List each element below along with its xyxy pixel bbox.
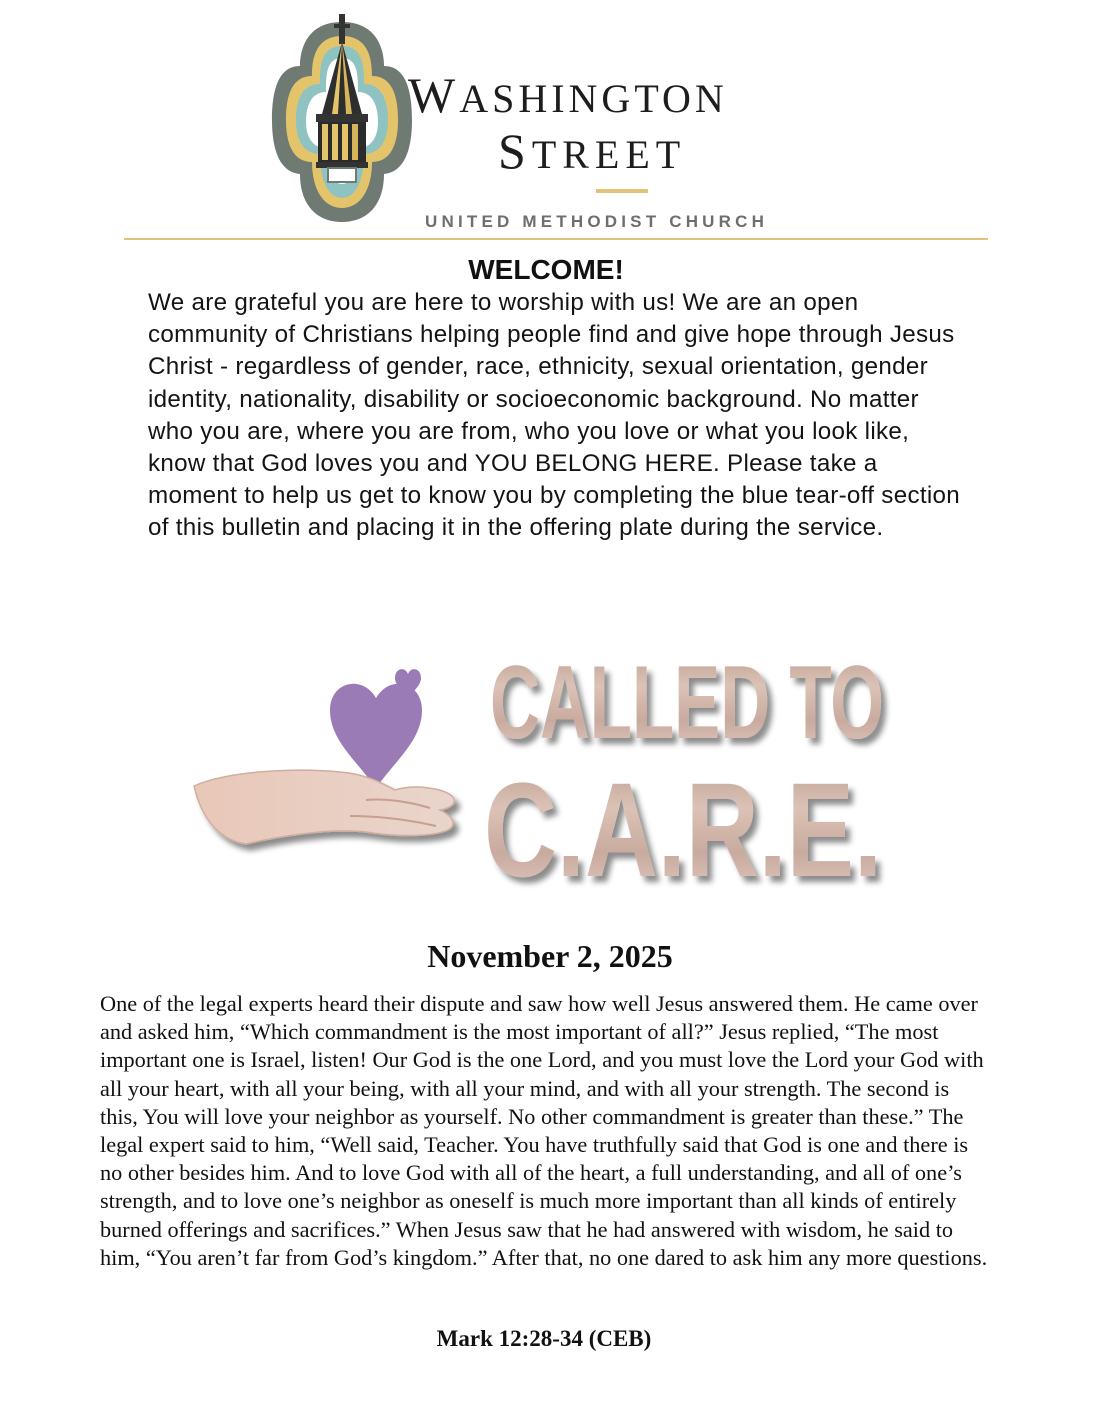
care-line1-text: CALLED TO: [490, 645, 884, 761]
church-name-line1: WASHINGTON: [408, 67, 728, 123]
steeple-icon: [272, 14, 412, 222]
care-line2-text: C.A.R.E.: [484, 756, 882, 905]
header-rule: [124, 238, 988, 240]
scripture-passage: One of the legal experts heard their dispute and saw how well Jesus answered them. He came over and asked him, “Which commandment is the most important of all?” Jesus replied, “The most important one is Israel, listen! Our God is the one Lord, and you must love the Lord your God with all your heart, with all your being, with all your mind, and with all your strength. The second is this, You will love your neighbor as yourself. No other commandment is greater than these.” The legal expert said to him, “Well said, Teacher. You have truthfully said that God is one and there is no other besides him. And to love God with all of the heart, a full understanding, and all of one’s strength, and to love one’s neighbor as oneself is much more important than all kinds of entirely burned offerings and sacrifices.” When Jesus saw that he had answered with wisdom, he said to him, “You aren’t far from God’s kingdom.” After that, no one dared to ask him any more questions.: [100, 991, 988, 1270]
church-logo: [272, 14, 412, 226]
gold-divider-dash: [596, 189, 648, 193]
called-to-care-artwork: [190, 640, 900, 905]
church-name-line2: STREET: [498, 123, 687, 179]
scripture-reference: Mark 12:28-34 (CEB): [436, 1326, 652, 1351]
service-date: November 2, 2025: [427, 938, 673, 974]
welcome-heading: WELCOME!: [468, 254, 624, 285]
open-hand-icon: [194, 770, 454, 844]
welcome-paragraph: We are grateful you are here to worship with us! We are an open community of Christians helping people find and give hope through Jesus Christ - regardless of gender, race, ethnicity, sexual orientation, gender identity, nationality, disability or socioeconomic background. No matter who you are, where you are from, who you love or what you look like, know that God loves you and YOU BELONG HERE. Please take a moment to help us get to know you by completing the blue tear-off section of this bulletin and placing it in the offering plate during the service.: [148, 289, 961, 542]
church-subtitle: UNITED METHODIST CHURCH: [425, 212, 769, 231]
heart-icon: [330, 669, 422, 788]
